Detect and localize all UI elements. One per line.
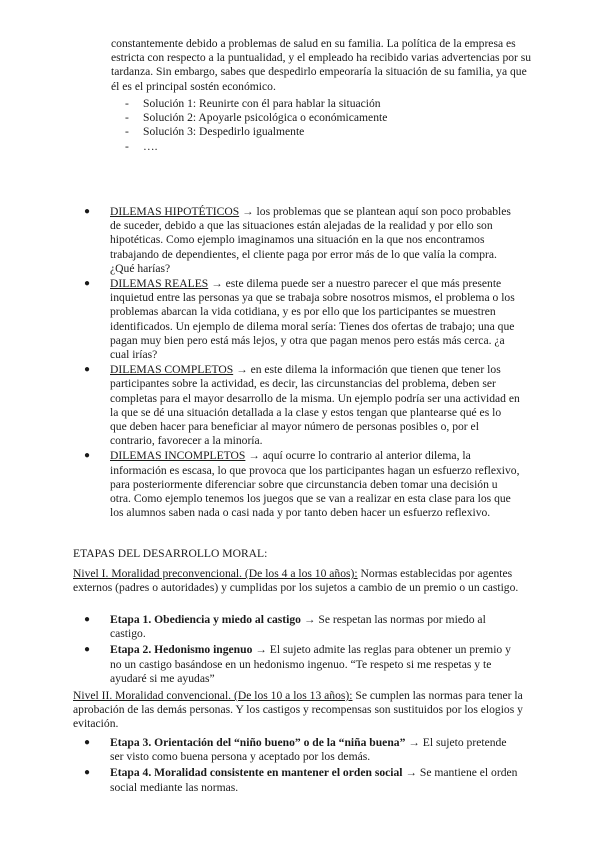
nivel-title: Nivel II. Moralidad convencional. (De los 10 a los 13 años): [73,689,353,702]
stage-title: Etapa 4. Moralidad consistente en mantener el orden social [110,766,403,780]
solution-item: - Solución 1: Reunirte con él para hablar la situación [122,97,387,111]
dilema-hipoteticos [84,205,520,276]
nivel-2-paragraph [73,689,523,732]
solution-item: - …. [122,140,387,154]
arrow-glyph: → [242,205,254,218]
stage-text: → El sujeto admite las reglas para obtener un premio y no un castigo basándose en un hedonismo ingenuo. “Te respeto si me respetas y te ayudaré si me ayudas” [110,643,511,685]
etapas-heading: ETAPAS DEL DESARROLLO MORAL: [73,547,268,560]
dilema-title: DILEMAS HIPOTÉTICOS [110,205,240,218]
stage-text: → El sujeto pretende ser visto como buena persona y aceptado por los demás. [110,736,507,764]
dilema-text: este dilema puede ser a nuestro parecer el que más presente inquietud entre las personas ya que se trabaja sobre nosotros mismos, el problema o los problemas abarcan la vida cotidiana, y es por ello que los participantes se muestren identificados. Un ejemplo de dilema moral sería: Tienes dos ofertas de trabajo; una que pagan muy bien pero está más lejos, y otra que pagan menos pero estás más cerca. ¿a cual irías? [110,277,515,362]
dilema-title: DILEMAS REALES [110,277,209,291]
solutions-list [122,97,387,154]
solution-item: - Solución 2: Apoyarle psicológica o económicamente [122,111,387,125]
arrow-glyph: → [236,363,248,377]
nivel-1-stages [84,613,520,688]
stage-title: Etapa 1. Obediencia y miedo al castigo [110,613,301,626]
dilemas-list [84,205,520,521]
nivel-text: Se cumplen las normas para tener la aprobación de las demás personas. Y los castigos y recompensas son sustituidos por los elogios y evitación. [73,689,523,731]
stage-item [84,643,520,686]
stage-item [84,766,520,794]
nivel-title: Nivel I. Moralidad preconvencional. (De los 4 a los 10 años): [73,567,358,580]
dilema-title: DILEMAS INCOMPLETOS [110,449,246,463]
dilema-reales [84,277,520,362]
stage-item [84,613,520,641]
nivel-text: Normas establecidas por agentes externos (padres o autoridades) y cumplidas por los sujetos a cambio de un premio o un castigo. [73,567,519,595]
stage-title: Etapa 3. Orientación del “niño bueno” o de la “niña buena” [110,736,406,749]
intro-paragraph: constantemente debido a problemas de salud en su familia. La política de la empresa es estricta con respecto a la puntualidad, y el empleado ha recibido varias advertencias por su tardanza. Sin embargo, sabes que despedirlo empeoraría la situación de su familia, ya que él es el principal sostén económico. [111,37,532,93]
dilema-title: DILEMAS COMPLETOS [110,363,234,377]
arrow-glyph: → [211,277,223,291]
dilema-incompletos [84,449,520,520]
nivel-2-stages [84,736,520,797]
dilema-text: en este dilema la información que tienen que tener los participantes sobre la actividad, es decir, las circunstancias del problema, deben ser completas para el mayor desarrollo de la misma. Un ejemplo podría ser una actividad en la que se dé una situación detallada a la clase y estos tengan que plantearse qué es lo que deben hacer para beneficiar al mayor número de personas posibles o, por el contrario, favorecer a la minoría. [110,363,520,448]
arrow-glyph: → [248,449,260,463]
nivel-1-paragraph [73,567,523,595]
solution-item: - Solución 3: Despedirlo igualmente [122,125,387,139]
dilema-text: aquí ocurre lo contrario al anterior dilema, la información es escasa, lo que provoca que los participantes hagan un esfuerzo reflexivo, para posteriormente diferenciar sobre que circunstancia deben tomar una decisión u otra. Como ejemplo tenemos los juegos que se van a realizar en esta clase para los que los alumnos saben nada o casi nada y por tanto deben hacer un esfuerzo reflexivo. [110,449,520,520]
stage-item [84,736,520,764]
dilema-text: los problemas que se plantean aquí son poco probables de suceder, debido a que las situaciones están alejadas de la realidad y por ello son hipotéticas. Como ejemplo imaginamos una situación en la que nos encontramos trabajando de dependientes, el cliente paga por error más de lo que valía la compra. ¿Qué harías? [110,205,511,275]
stage-text: → Se mantiene el orden social mediante las normas. [110,766,518,794]
dilema-completos [84,363,520,448]
stage-title: Etapa 2. Hedonismo ingenuo [110,643,253,657]
stage-text: → Se respetan las normas por miedo al castigo. [110,613,486,641]
